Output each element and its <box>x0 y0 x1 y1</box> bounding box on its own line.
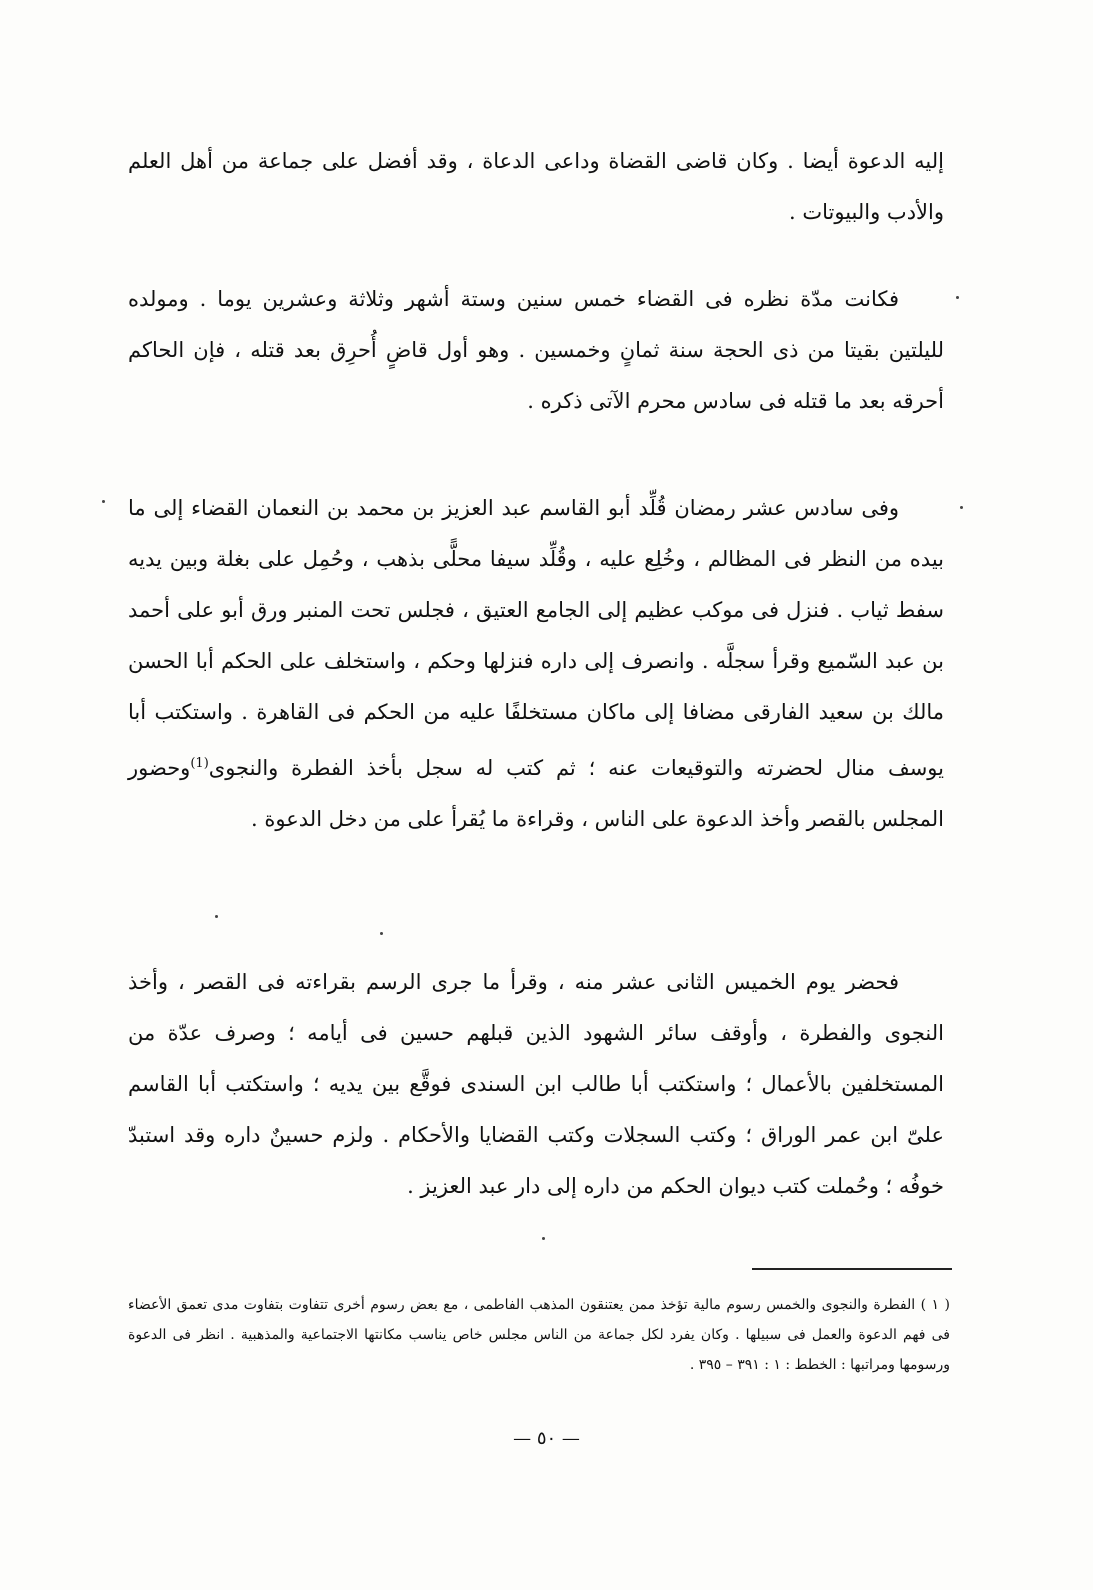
footnote-divider <box>752 1268 952 1270</box>
page-number: — ٥٠ — <box>513 1428 580 1449</box>
paragraph-text: فكانت مدّة نظره فى القضاء خمس سنين وستة أشهر وثلاثة وعشرين يوما . ومولده لليلتين بقيتا من ذى الحجة سنة ثمانٍ وخمسين . وهو أول قاضٍ أُحرِق بعد قتله ، فإن الحاكم أحرقه بعد ما قتله فى سادس محرم الآتى ذكره . <box>128 287 944 413</box>
paragraph-3 <box>128 483 944 845</box>
paragraph-text: إليه الدعوة أيضا . وكان قاضى القضاة وداعى الدعاة ، وقد أفضل على جماعة من أهل العلم والأدب والبيوتات . <box>128 149 944 224</box>
paragraph-1 <box>128 136 944 238</box>
footnote-marker[interactable]: (1) <box>190 756 209 771</box>
scan-speck <box>102 500 105 503</box>
scan-speck <box>542 1237 545 1240</box>
paragraph-text-part: وحضور المجلس بالقصر وأخذ الدعوة على الناس ، وقراءة ما يُقرأ على من دخل الدعوة . <box>128 756 944 831</box>
paragraph-text <box>128 483 944 845</box>
paragraph-2 <box>128 274 944 427</box>
paragraph-text: فحضر يوم الخميس الثانى عشر منه ، وقرأ ما جرى الرسم بقراءته فى القصر ، وأخذ النجوى والفطرة ، وأوقف سائر الشهود الذين قبلهم حسين فى أيامه ؛ وصرف عدّة من المستخلفين بالأعمال ؛ واستكتب أبا طالب ابن السندى فوقَّع بين يديه ؛ واستكتب أبا القاسم علىّ ابن عمر الوراق ؛ وكتب السجلات وكتب القضايا والأحكام . ولزم حسينٌ داره وقد استبدّ خوفُه ؛ وحُملت كتب ديوان الحكم من داره إلى دار عبد العزيز . <box>128 970 944 1198</box>
scan-speck <box>215 915 218 918</box>
footnote: ( ١ ) الفطرة والنجوى والخمس رسوم مالية تؤخذ ممن يعتنقون المذهب الفاطمى ، مع بعض رسوم أخرى تتفاوت بتفاوت مدى تعمق الأعضاء فى فهم الدعوة والعمل فى سبيلها . وكان يفرد لكل جماعة من الناس مجلس خاص يناسب مكانتها الاجتماعية والمذهبية . انظر فى الدعوة ورسومها ومراتبها : الخطط : ١ : ٣٩١ – ٣٩٥ . <box>128 1297 950 1373</box>
scan-speck <box>380 932 383 935</box>
scan-speck <box>956 296 959 299</box>
scan-speck <box>960 506 963 509</box>
paragraph-text-part: وفى سادس عشر رمضان قُلِّد أبو القاسم عبد العزيز بن محمد بن النعمان القضاء إلى ما بيده من النظر فى المظالم ، وخُلِع عليه ، وقُلِّد سيفا محلًّى بذهب ، وحُمِل على بغلة وبين يديه سفط ثياب . فنزل فى موكب عظيم إلى الجامع العتيق ، فجلس تحت المنبر ورق أبو على أحمد بن عبد السّميع وقرأ سجلَّه . وانصرف إلى داره فنزلها وحكم ، واستخلف على الحكم أبا الحسن مالك بن سعيد الفارقى مضافا إلى ماكان مستخلفًا عليه من الحكم فى القاهرة . واستكتب أبا يوسف منال لحضرته والتوقيعات عنه ؛ ثم كتب له سجل بأخذ الفطرة والنجوى <box>128 496 944 780</box>
paragraph-4 <box>128 957 944 1212</box>
